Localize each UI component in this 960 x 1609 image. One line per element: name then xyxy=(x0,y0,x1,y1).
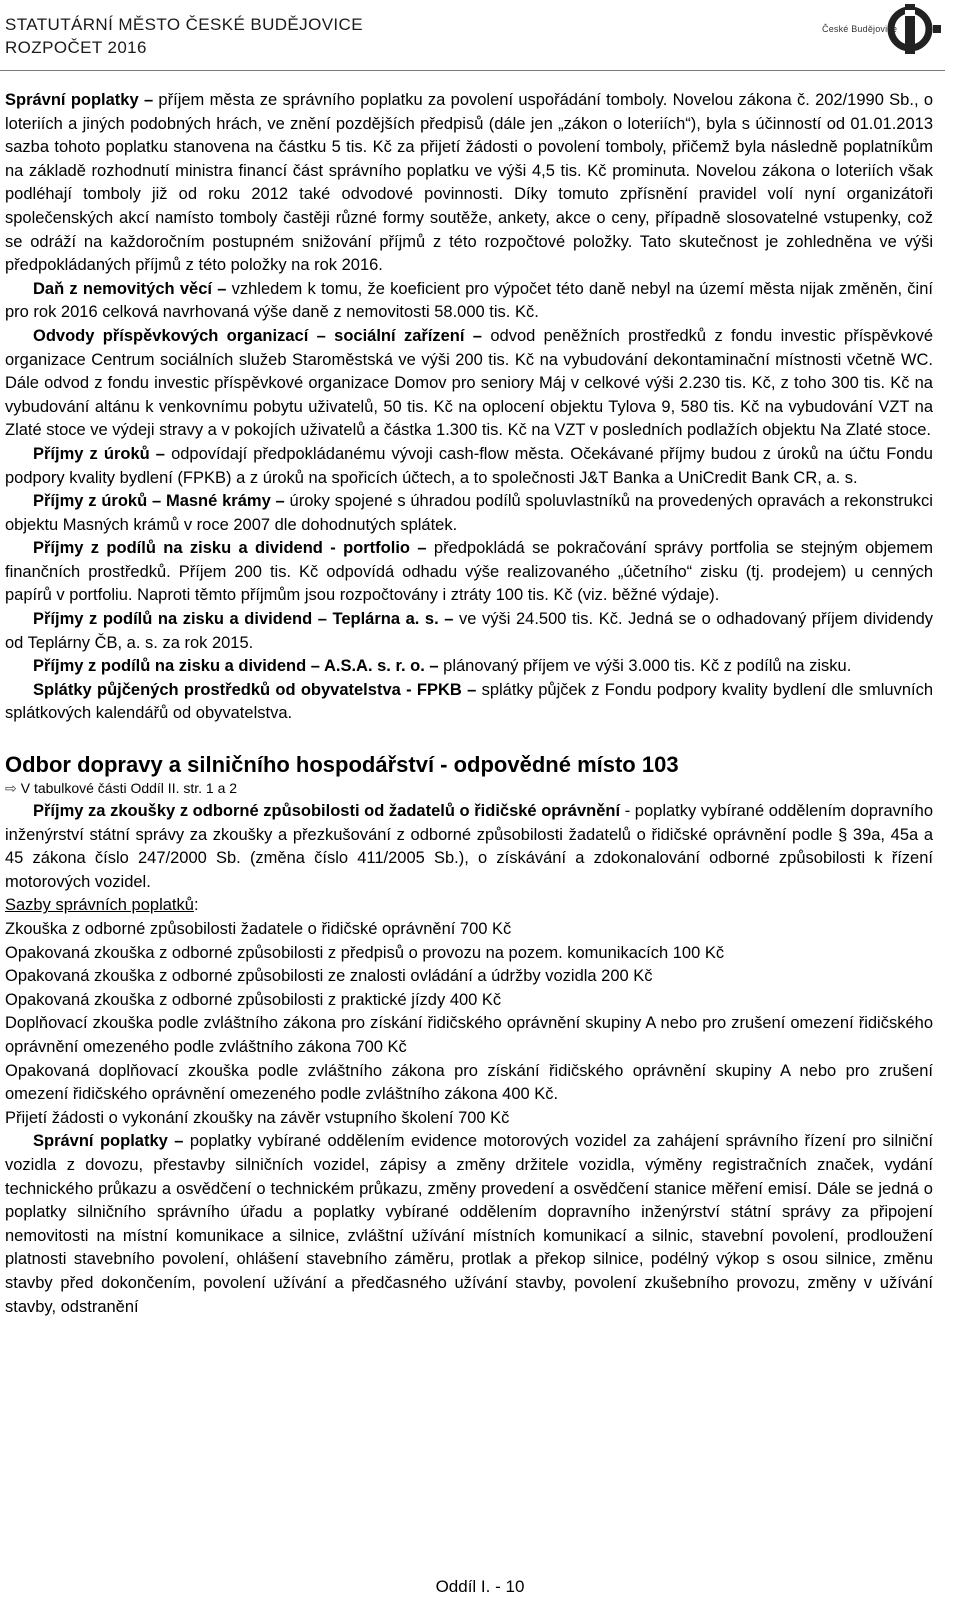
rate-item: Opakovaná zkouška z odborné způsobilosti z praktické jízdy 400 Kč xyxy=(5,990,502,1009)
paragraph-interest-income: Příjmy z úroků – odpovídají předpokládanému vývoji cash-flow města. Očekávané příjmy budou z úroků na účtu Fondu podpory kvality bydlení (FPKB) a z úroků na spořicích účtech, a to společnosti J&T Banka a UniCredit Bank CR, a. s. xyxy=(5,444,933,487)
rate-item: Doplňovací zkouška podle zvláštního zákona pro získání řidičského oprávnění skupiny A nebo pro zrušení omezení řidičského oprávnění omezeného podle zvláštního zákona 700 Kč xyxy=(5,1014,933,1056)
logo-text: České Budějovice xyxy=(822,24,898,34)
header-budget-year: ROZPOČET 2016 xyxy=(5,38,147,57)
city-logo-icon xyxy=(886,4,942,54)
paragraph-dividends-teplarna: Příjmy z podílů na zisku a dividend – Teplárna a. s. – ve výši 24.500 tis. Kč. Jedná se o odhadovaný příjem dividendy od Teplárny ČB, a. s. za rok 2015. xyxy=(5,610,933,652)
paragraph-property-tax: Daň z nemovitých věcí – vzhledem k tomu, že koeficient pro výpočet této daně nebyl na území města nijak změněn, činí pro rok 2016 celková navrhovaná výše daně z nemovitosti 58.000 tis. Kč. xyxy=(5,279,933,322)
paragraph-loan-repayments: Splátky půjčených prostředků od obyvatelstva - FPKB – splátky půjček z Fondu podpory kvality bydlení dle smluvních splátkových kalendářů od obyvatelstva. xyxy=(5,680,934,723)
rate-item: Přijetí žádosti o vykonání zkoušky na závěr vstupního školení 700 Kč xyxy=(5,1108,510,1127)
paragraph-contributions-social: Odvody příspěvkových organizací – sociální zařízení – odvod peněžních prostředků z fondu investic příspěvkové organizace Centrum sociálních služeb Staroměstská ve výši 200 tis. Kč na vybudování dekontaminační místnosti včetně WC. Dále odvod z fondu investic příspěvkové organizace Domov pro seniory Máj v celkové výši 2.230 tis. Kč, z toho 300 tis. Kč na vybudování altánu k venkovnímu pobytu uživatelů, 50 tis. Kč na oplocení objektu Tylova 9, 580 tis. Kč na vybudování VZT na Zlaté stoce ve výdeji stravy a v pokojích uživatelů a částka 1.300 tis. Kč na VZT v posledních podlažích objektu Na Zlaté stoce. xyxy=(5,326,934,440)
paragraph-dividends-portfolio: Příjmy z podílů na zisku a dividend - portfolio – předpokládá se pokračování správy portfolia se stejným objemem finančních prostředků. Příjem 200 tis. Kč odpovídá odhadu výše realizovaného „účetního“ zisku (tj. prodejem) u cenných papírů v portfoliu. Naproti těmto příjmům jsou rozpočtovány i ztráty 100 tis. Kč (viz. běžné výdaje). xyxy=(5,539,933,605)
rate-item: Zkouška z odborné způsobilosti žadatele o řidičské oprávnění 700 Kč xyxy=(5,920,512,938)
rate-item: Opakovaná zkouška z odborné způsobilosti ze znalosti ovládání a údržby vozidla 200 Kč xyxy=(5,967,653,986)
page-header xyxy=(0,0,960,78)
rate-item: Opakovaná doplňovací zkouška podle zvláštního zákona pro získání řidičského oprávnění skupiny A nebo pro zrušení omezení řidičského oprávnění omezeného podle zvláštního zákona 400 Kč. xyxy=(5,1061,933,1104)
header-divider xyxy=(0,70,945,71)
arrow-right-icon: ⇨ xyxy=(5,780,17,797)
header-city-name: STATUTÁRNÍ MĚSTO ČESKÉ BUDĚJOVICE xyxy=(5,15,363,34)
paragraph-administrative-fees-lottery: Správní poplatky – příjem města ze správního poplatku za povolení uspořádání tomboly. Novelou zákona č. 202/1990 Sb., o loteriích a jiných podobných hrách, ve znění pozdějších předpisů (dále jen „zákon o loteriích“), byla s účinností od 01.01.2013 sazba tohoto poplatku stanovena na částku 5 tis. Kč za přijetí žádosti o povolení tomboly, přičemž byla následně poplatníkům na základě rozhodnutí ministra financí část správního poplatku ve výši 4,5 tis. Kč prominuta. Novelou zákona o loteriích však podléhají tomboly již od roku 2012 také odvodové povinnosti. Díky tomuto zpřísnění pravidel volí nyní organizátoři společenských akcí namísto tomboly častěji různé formy soutěže, ankety, akce o ceny, případně slosovatelné vstupenky, což se odráží na každoročním postupném snižování příjmů z této rozpočtové položky. Tato skutečnost je zohledněna ve výši předpokládaných příjmů z této položky na rok 2016. xyxy=(5,91,933,275)
page-number: Oddíl I. - 10 xyxy=(435,1577,525,1596)
rate-item: Opakovaná zkouška z odborné způsobilosti z předpisů o provozu na pozem. komunikacích 100 Kč xyxy=(5,943,725,962)
paragraph-dividends-asa: Příjmy z podílů na zisku a dividend – A.S.A. s. r. o. – plánovaný příjem ve výši 3.000 tis. Kč z podílů na zisku. xyxy=(33,657,852,676)
paragraph-exam-fees: Příjmy za zkoušky z odborné způsobilosti od žadatelů o řidičské oprávnění - poplatky vybírané oddělením dopravního inženýrství státní správy za zkoušky a přezkušování z odborné způsobilosti žadatelů o řidičské oprávnění podle § 39a, 45a a 45 zákona číslo 247/2000 Sb. (změna číslo 411/2005 Sb.), o získávání a zdokonalování odborné způsobilosti k řízení motorových vozidel. xyxy=(5,802,933,891)
paragraph-vehicle-admin-fees: Správní poplatky – poplatky vybírané oddělením evidence motorových vozidel za zahájení správního řízení pro silniční vozidla z dovozu, přestavby silničních vozidel, zápisy a změny držitele vozidla, výměny registračních značek, vydání technického průkazu a osvědčení o technickém průkazu, změny provedení a osvědčení stanice měření emisí. Dále se jedná o poplatky silničního správního úřadu a poplatky vybírané oddělením dopravního inženýrství státní správy za připojení nemovitosti na místní komunikace a silnice, zvláštní užívání místních komunikací a silnic, stavební povolení, prodloužení platnosti stavebního povolení, ohlášení stavebního záměru, protlak a překop silnice, podélný výkop s osou silnice, změnu stavby před dokončením, povolení užívání a předčasného užívání stavby, povolení zkušebního provozu, změny v užívání stavby, odstranění xyxy=(5,1132,933,1316)
paragraph-interest-masne-kramy: Příjmy z úroků – Masné krámy – úroky spojené s úhradou podílů spoluvlastníků na provedených opravách a rekonstrukci objektu Masných krámů v roce 2007 dle dohodnutých splátek. xyxy=(5,492,933,534)
document-body xyxy=(5,89,933,1319)
city-logo xyxy=(822,4,942,54)
rates-heading: Sazby správních poplatků: xyxy=(5,896,199,915)
section-reference: ⇨ V tabulkové části Oddíl II. str. 1 a 2 xyxy=(5,780,238,797)
section-heading: Odbor dopravy a silničního hospodářství - odpovědné místo 103 xyxy=(5,752,679,778)
